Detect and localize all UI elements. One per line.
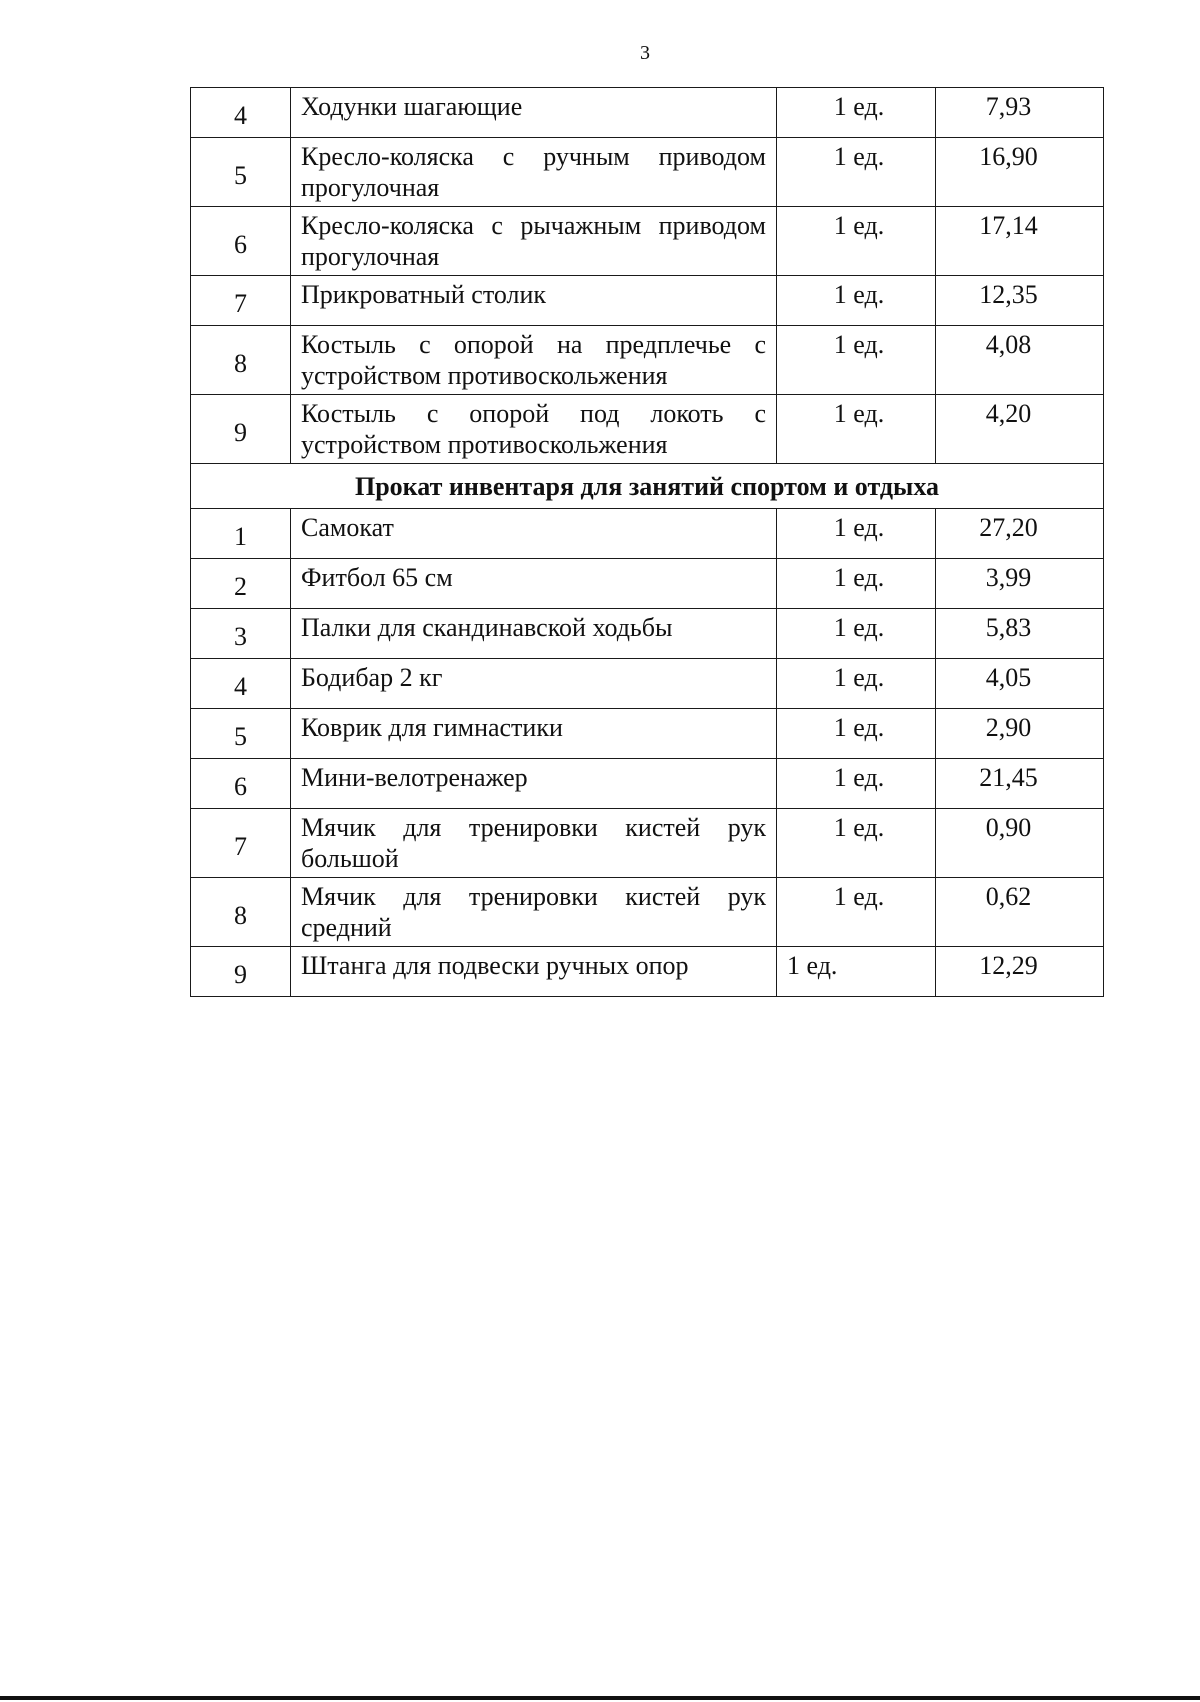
table-row <box>191 207 1104 276</box>
row-number: 4 <box>191 659 291 709</box>
item-unit: 1 ед. <box>777 878 936 947</box>
item-price: 5,83 <box>936 609 1104 659</box>
table-row <box>191 88 1104 138</box>
item-name: Кресло-коляска с рычажным приводом прогулочная <box>291 207 777 276</box>
item-name: Мячик для тренировки кистей рук большой <box>291 809 777 878</box>
row-number: 1 <box>191 509 291 559</box>
page-number: 3 <box>640 42 650 64</box>
item-unit: 1 ед. <box>777 759 936 809</box>
item-price: 0,90 <box>936 809 1104 878</box>
table-row <box>191 559 1104 609</box>
item-unit: 1 ед. <box>777 809 936 878</box>
row-number: 8 <box>191 878 291 947</box>
price-table <box>190 87 1104 997</box>
row-number: 4 <box>191 88 291 138</box>
item-price: 16,90 <box>936 138 1104 207</box>
row-number: 6 <box>191 207 291 276</box>
item-price: 3,99 <box>936 559 1104 609</box>
row-number: 2 <box>191 559 291 609</box>
item-unit: 1 ед. <box>777 395 936 464</box>
table-row <box>191 138 1104 207</box>
item-price: 2,90 <box>936 709 1104 759</box>
item-name: Палки для скандинавской ходьбы <box>291 609 777 659</box>
item-name: Фитбол 65 см <box>291 559 777 609</box>
row-number: 7 <box>191 809 291 878</box>
row-number: 9 <box>191 947 291 997</box>
item-unit: 1 ед. <box>777 88 936 138</box>
item-name: Мини-велотренажер <box>291 759 777 809</box>
row-number: 8 <box>191 326 291 395</box>
item-unit: 1 ед. <box>777 207 936 276</box>
row-number: 9 <box>191 395 291 464</box>
item-name: Самокат <box>291 509 777 559</box>
item-unit: 1 ед. <box>777 326 936 395</box>
table-row <box>191 659 1104 709</box>
table-row <box>191 509 1104 559</box>
item-price: 27,20 <box>936 509 1104 559</box>
table-row <box>191 878 1104 947</box>
item-name: Мячик для тренировки кистей рук средний <box>291 878 777 947</box>
item-price: 4,08 <box>936 326 1104 395</box>
item-unit: 1 ед. <box>777 709 936 759</box>
item-price: 12,29 <box>936 947 1104 997</box>
item-name: Прикроватный столик <box>291 276 777 326</box>
section-title: Прокат инвентаря для занятий спортом и отдыха <box>191 464 1104 509</box>
item-name: Костыль с опорой на предплечье с устройством противоскольжения <box>291 326 777 395</box>
item-price: 0,62 <box>936 878 1104 947</box>
row-number: 6 <box>191 759 291 809</box>
item-price: 12,35 <box>936 276 1104 326</box>
table-row <box>191 759 1104 809</box>
table-row <box>191 709 1104 759</box>
row-number: 5 <box>191 138 291 207</box>
item-price: 4,05 <box>936 659 1104 709</box>
row-number: 3 <box>191 609 291 659</box>
item-price: 21,45 <box>936 759 1104 809</box>
item-name: Коврик для гимнастики <box>291 709 777 759</box>
item-name: Костыль с опорой под локоть с устройством противоскольжения <box>291 395 777 464</box>
item-unit: 1 ед. <box>777 947 936 997</box>
table-row <box>191 947 1104 997</box>
page-bottom-rule <box>0 1696 1200 1700</box>
table-row <box>191 326 1104 395</box>
table-row <box>191 609 1104 659</box>
item-name: Кресло-коляска с ручным приводом прогулочная <box>291 138 777 207</box>
item-unit: 1 ед. <box>777 138 936 207</box>
table-row <box>191 809 1104 878</box>
section-header-row <box>191 464 1104 509</box>
item-unit: 1 ед. <box>777 659 936 709</box>
item-unit: 1 ед. <box>777 559 936 609</box>
table-row <box>191 276 1104 326</box>
item-price: 4,20 <box>936 395 1104 464</box>
row-number: 5 <box>191 709 291 759</box>
item-unit: 1 ед. <box>777 276 936 326</box>
item-name: Штанга для подвески ручных опор <box>291 947 777 997</box>
item-name: Бодибар 2 кг <box>291 659 777 709</box>
table-row <box>191 395 1104 464</box>
row-number: 7 <box>191 276 291 326</box>
item-price: 7,93 <box>936 88 1104 138</box>
item-name: Ходунки шагающие <box>291 88 777 138</box>
item-unit: 1 ед. <box>777 609 936 659</box>
item-price: 17,14 <box>936 207 1104 276</box>
item-unit: 1 ед. <box>777 509 936 559</box>
